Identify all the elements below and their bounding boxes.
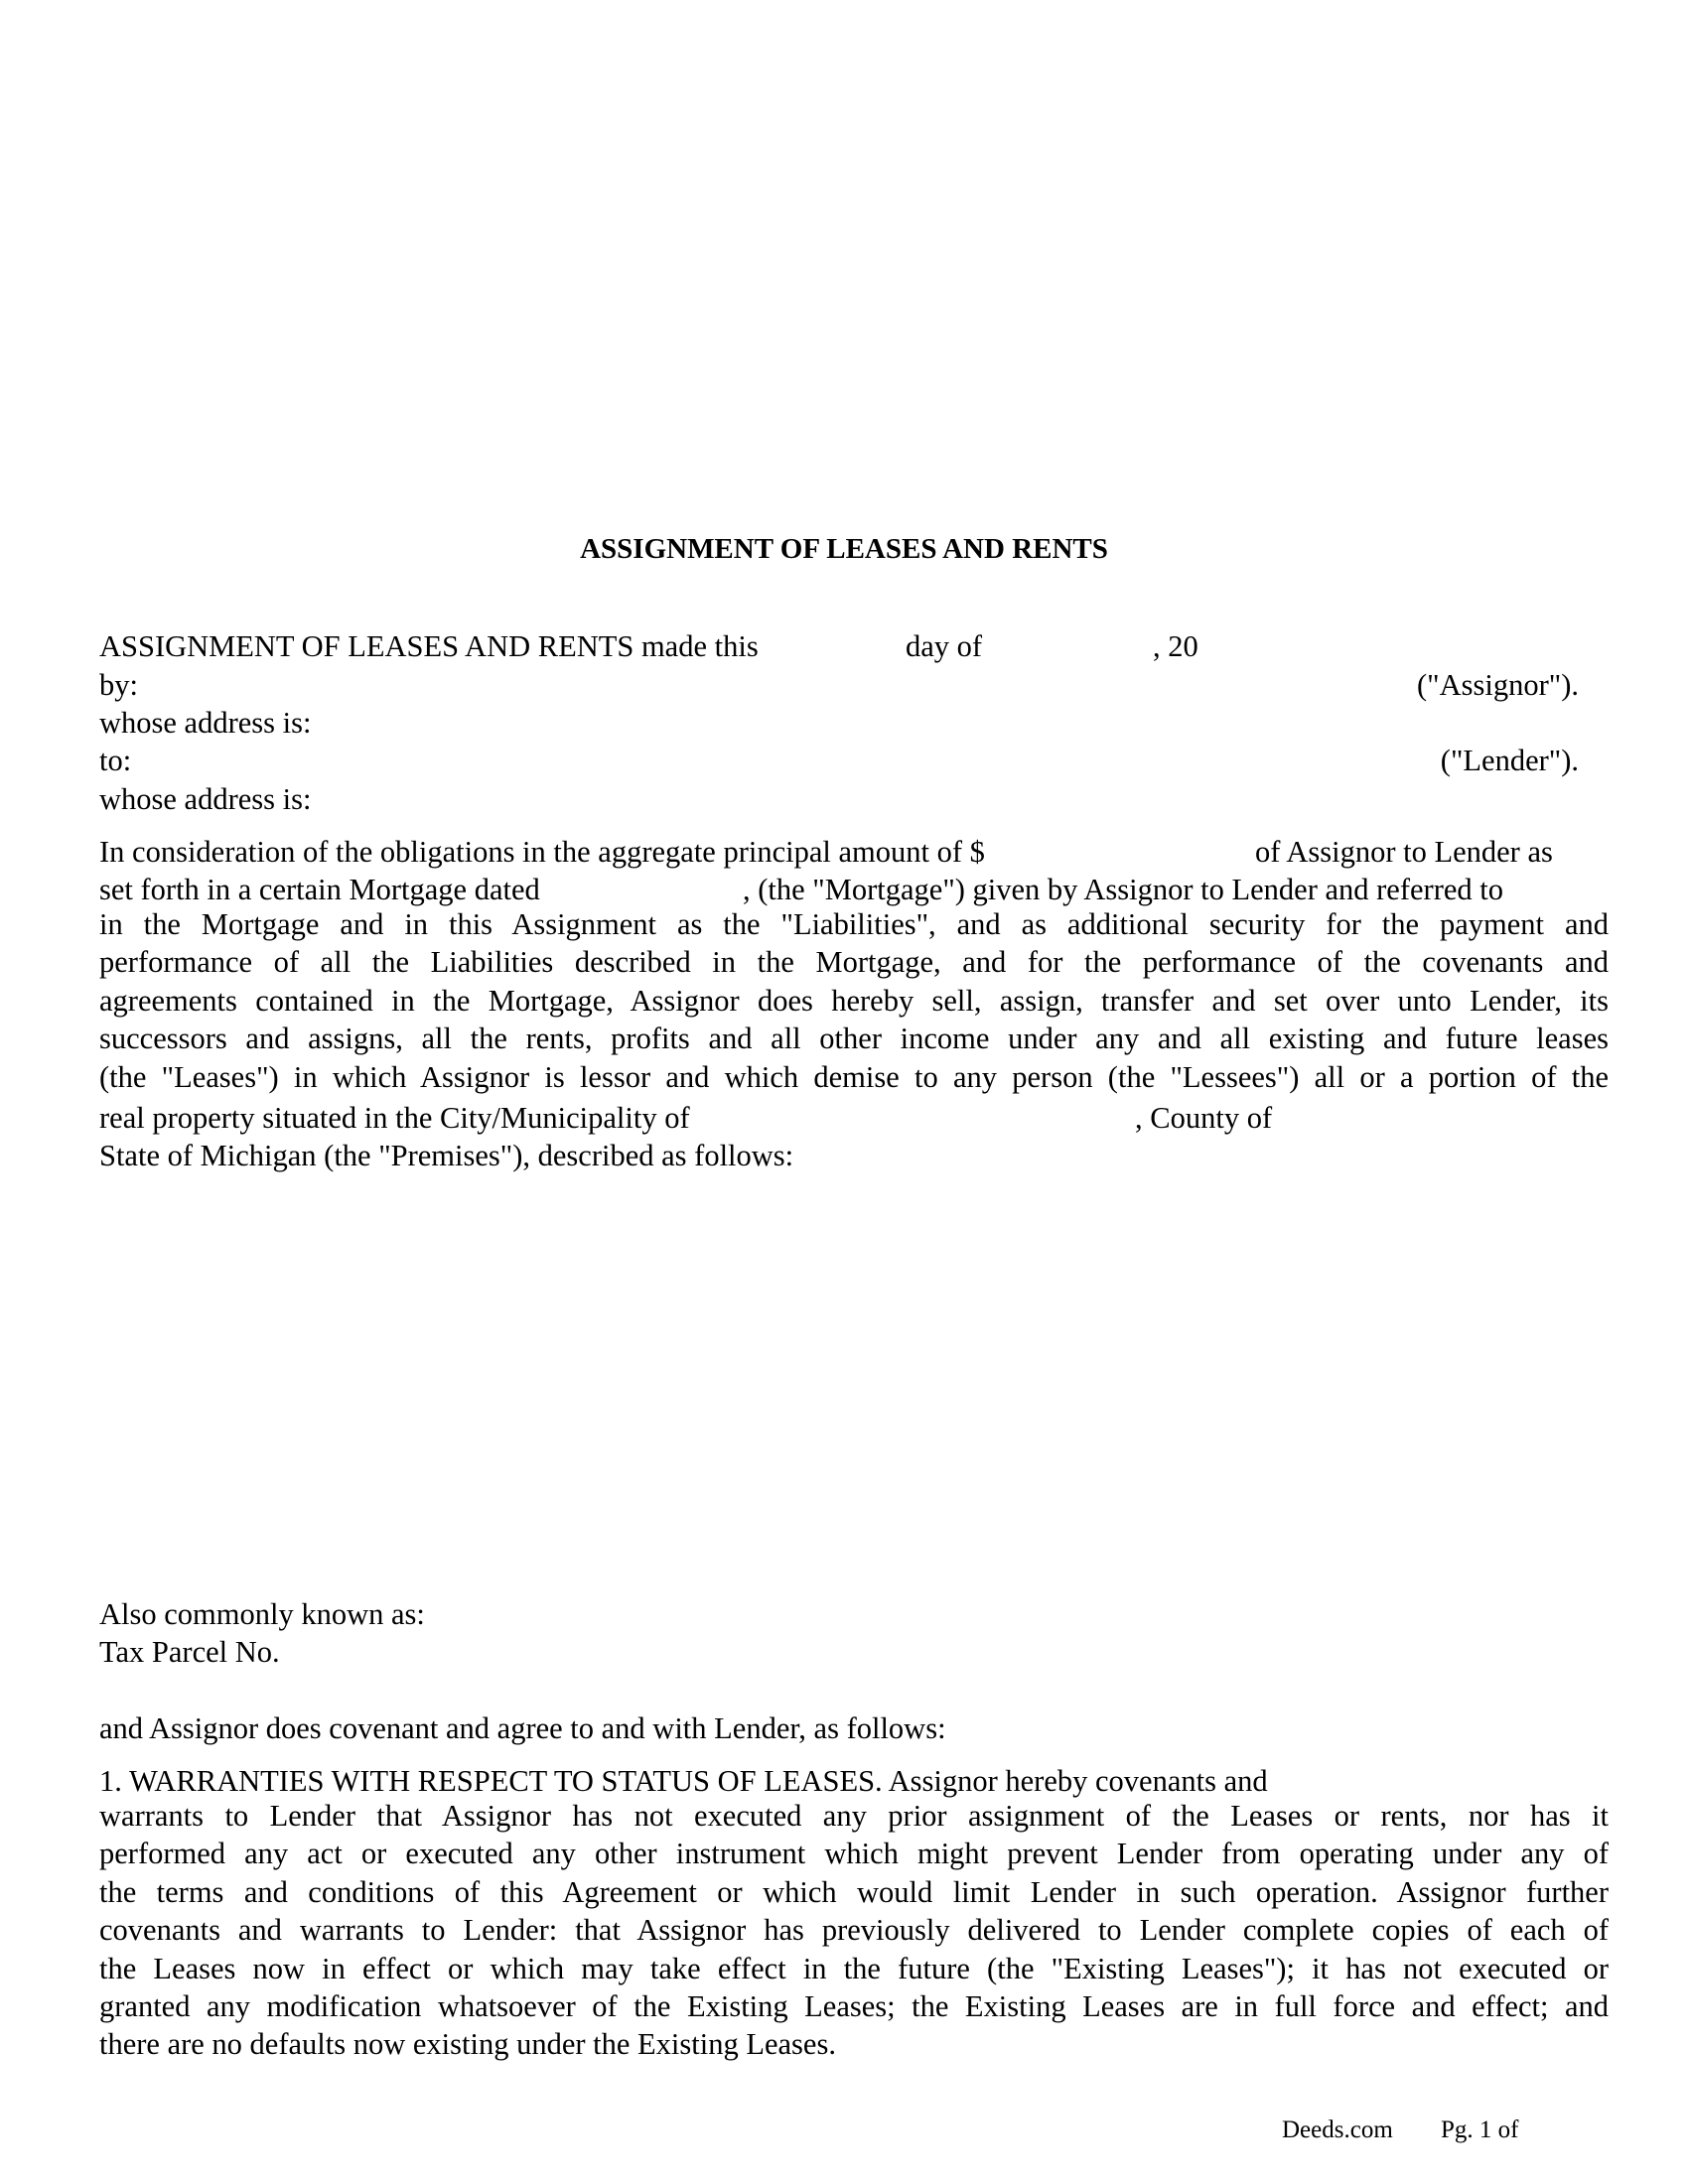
section1-line-8: there are no defaults now existing under the Existing Leases. [99,2027,836,2062]
consideration-line-1b: of Assignor to Lender as [1255,835,1553,869]
section1-line-5: covenants and warrants to Lender: that Assignor has previously delivered to Lender complete copies of each of [99,1913,1609,1948]
tax-parcel-label: Tax Parcel No. [99,1635,280,1669]
section1-line-3: performed any act or executed any other instrument which might prevent Lender from operating under any of [99,1837,1609,1871]
consideration-line-3: in the Mortgage and in this Assignment as the "Liabilities", and as additional security for the payment and [99,907,1609,941]
consideration-line-2b: , (the "Mortgage") given by Assignor to Lender and referred to [743,873,1503,906]
section1-line-2: warrants to Lender that Assignor has not executed any prior assignment of the Leases or rents, nor has it [99,1799,1609,1833]
footer-page-number: Pg. 1 of [1441,2116,1519,2143]
also-known-as-label: Also commonly known as: [99,1597,425,1631]
consideration-line-8a: real property situated in the City/Municipality of [99,1101,690,1135]
lender-label: ("Lender"). [1440,744,1579,777]
consideration-line-7: (the "Leases") in which Assignor is lessor and which demise to any person (the "Lessees") all or a portion of the [99,1059,1609,1094]
section1-line-4: the terms and conditions of this Agreement or which would limit Lender in such operation. Assignor further [99,1874,1609,1909]
assignor-address-label: whose address is: [99,706,312,740]
consideration-line-9: State of Michigan (the "Premises"), described as follows: [99,1139,794,1172]
year-label: , 20 [1153,629,1198,663]
consideration-line-6: successors and assigns, all the rents, profits and all other income under any and all existing and future leases [99,1022,1609,1056]
covenant-intro: and Assignor does covenant and agree to and with Lender, as follows: [99,1711,946,1745]
made-this-label: ASSIGNMENT OF LEASES AND RENTS made this [99,629,759,663]
lender-address-label: whose address is: [99,782,312,816]
consideration-line-5: agreements contained in the Mortgage, Assignor does hereby sell, assign, transfer and set over unto Lender, its [99,983,1609,1018]
consideration-body [99,905,1609,1096]
section1-line-6: the Leases now in effect or which may take effect in the future (the "Existing Leases"); it has not executed or [99,1951,1609,1985]
consideration-line-1a: In consideration of the obligations in the aggregate principal amount of $ [99,835,985,869]
consideration-line-2a: set forth in a certain Mortgage dated [99,873,540,906]
assignor-label: ("Assignor"). [1417,668,1579,702]
to-label: to: [99,744,132,777]
section1-heading-line: 1. WARRANTIES WITH RESPECT TO STATUS OF LEASES. Assignor hereby covenants and [99,1764,1268,1798]
footer-site: Deeds.com [1282,2116,1393,2143]
section1-line-7: granted any modification whatsoever of the Existing Leases; the Existing Leases are in full force and effect; and [99,1989,1609,2024]
document-title: ASSIGNMENT OF LEASES AND RENTS [580,533,1108,565]
consideration-line-8b: , County of [1135,1101,1273,1135]
by-label: by: [99,668,138,702]
consideration-line-4: performance of all the Liabilities described in the Mortgage, and for the performance of the covenants and [99,945,1609,980]
day-of-label: day of [906,629,983,663]
section1-body [99,1797,1609,2064]
